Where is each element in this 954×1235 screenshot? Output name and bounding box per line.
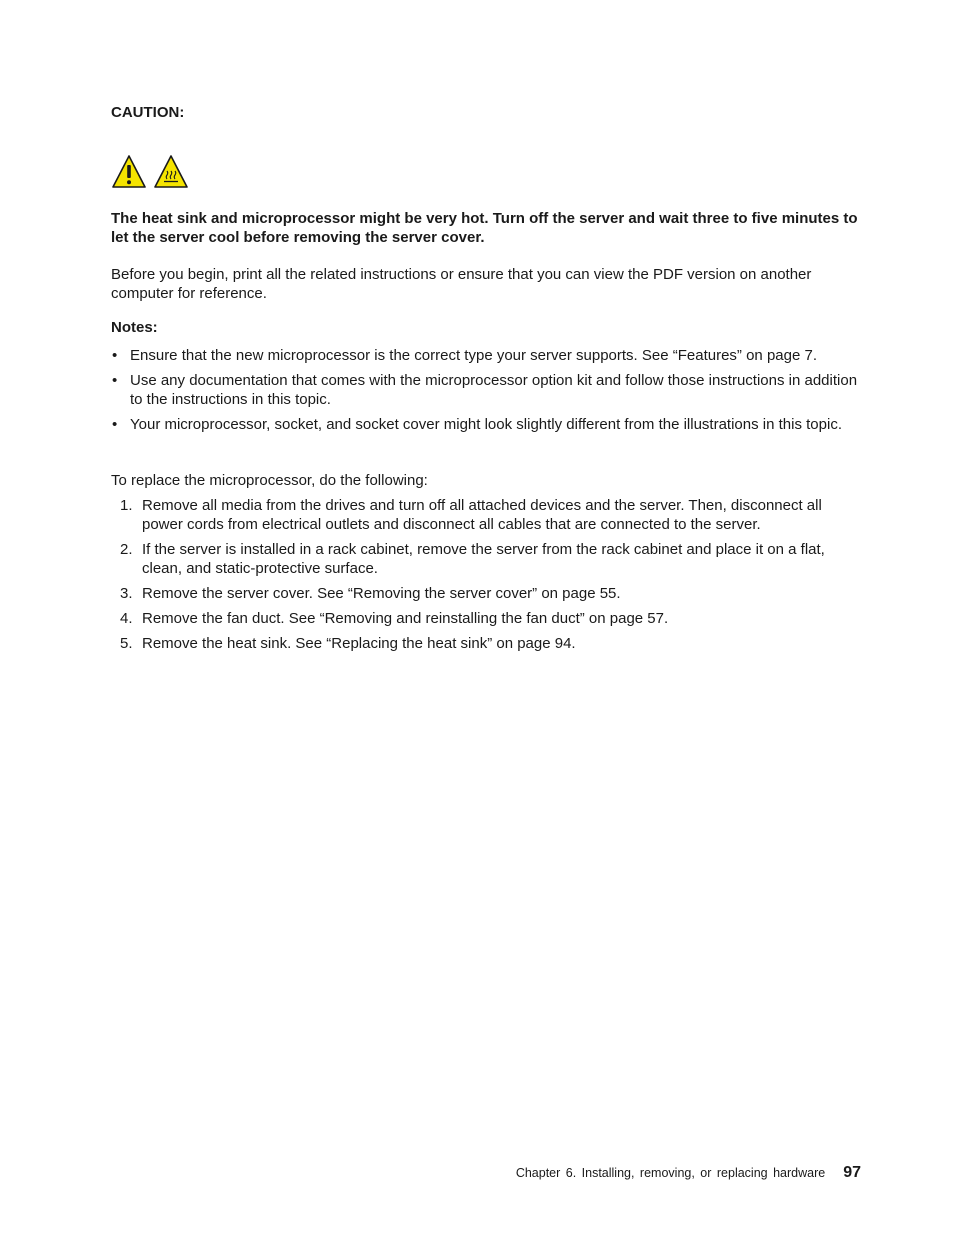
notes-list bbox=[111, 346, 866, 440]
list-item bbox=[111, 496, 866, 534]
note-text: Your microprocessor, socket, and socket cover might look slightly different from the illustrations in this topic. bbox=[130, 416, 842, 433]
footer-chapter-title: Chapter 6. Installing, removing, or replacing hardware bbox=[515, 1166, 826, 1180]
caution-icons bbox=[111, 154, 189, 190]
bullet: • bbox=[112, 347, 118, 364]
list-item bbox=[111, 415, 866, 434]
bullet: • bbox=[112, 372, 118, 389]
caution-label: CAUTION: bbox=[111, 104, 185, 121]
step-text: Remove the heat sink. See “Replacing the heat sink” on page 94. bbox=[142, 635, 576, 652]
warning-triangle-icon bbox=[111, 154, 147, 190]
step-number: 4. bbox=[120, 610, 133, 627]
list-item bbox=[111, 634, 866, 653]
note-text: Use any documentation that comes with the microprocessor option kit and follow those instructions in addition to the instructions in this topic. bbox=[130, 372, 858, 408]
bullet: • bbox=[112, 416, 118, 433]
list-item bbox=[111, 609, 866, 628]
step-text: Remove the fan duct. See “Removing and reinstalling the fan duct” on page 57. bbox=[142, 610, 669, 627]
steps-list bbox=[111, 496, 866, 659]
list-item bbox=[111, 540, 866, 578]
list-item bbox=[111, 346, 866, 365]
step-number: 2. bbox=[120, 541, 133, 558]
step-text: Remove the server cover. See “Removing the server cover” on page 55. bbox=[142, 585, 621, 602]
step-text: If the server is installed in a rack cabinet, remove the server from the rack cabinet and place it on a flat, clean, and static-protective surface. bbox=[142, 541, 825, 577]
list-item bbox=[111, 371, 866, 409]
steps-intro: To replace the microprocessor, do the following: bbox=[111, 472, 428, 489]
hot-surface-icon bbox=[153, 154, 189, 190]
step-number: 3. bbox=[120, 585, 133, 602]
step-text: Remove all media from the drives and turn off all attached devices and the server. Then, disconnect all power cords from electrical outlets and disconnect all cables that are connected to the server. bbox=[142, 497, 822, 533]
note-text: Ensure that the new microprocessor is the correct type your server supports. See “Features” on page 7. bbox=[130, 347, 817, 364]
step-number: 5. bbox=[120, 635, 133, 652]
notes-label: Notes: bbox=[111, 319, 158, 336]
intro-paragraph: Before you begin, print all the related instructions or ensure that you can view the PDF version on another computer for reference. bbox=[111, 266, 812, 302]
page-number: 97 bbox=[843, 1164, 861, 1181]
caution-warning-text: The heat sink and microprocessor might be very hot. Turn off the server and wait three to five minutes to let the server cool before removing the server cover. bbox=[111, 210, 858, 246]
page-footer bbox=[516, 1163, 861, 1183]
list-item bbox=[111, 584, 866, 603]
step-number: 1. bbox=[120, 497, 133, 514]
